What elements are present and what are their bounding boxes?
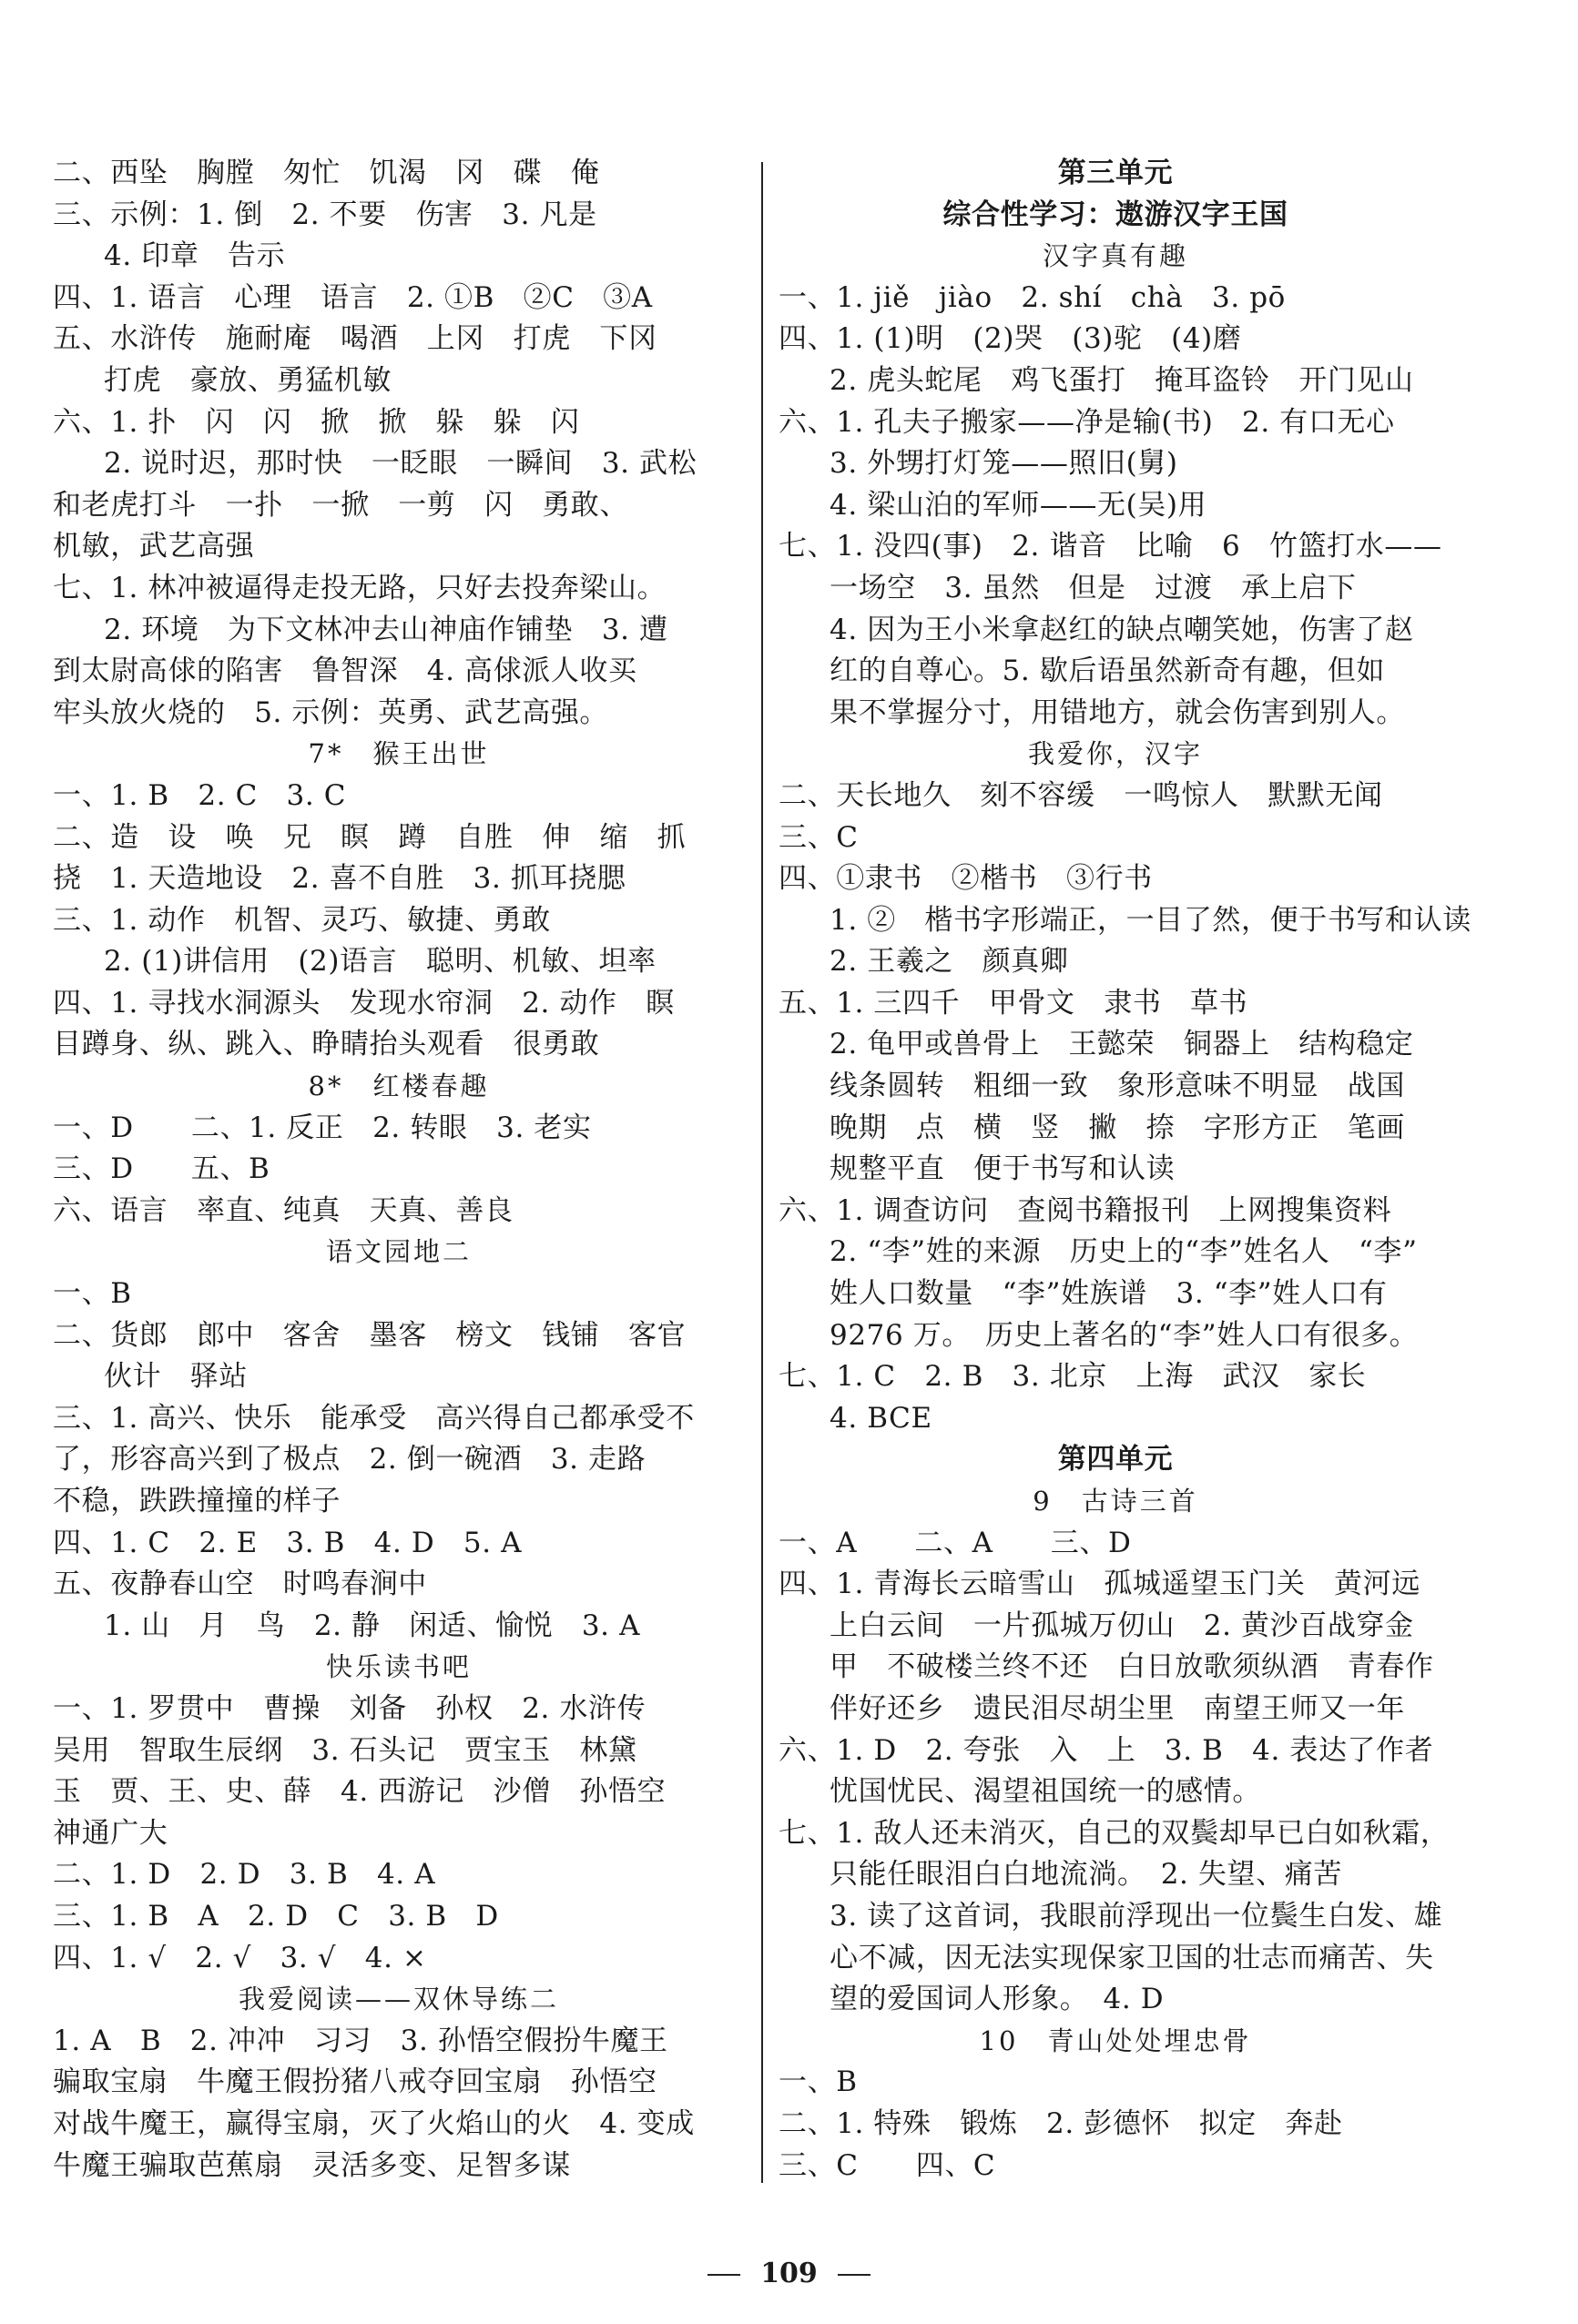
text-line-indented: 望的爱国词人形象。 4. D xyxy=(830,1983,1165,2016)
text-line: 二、1. D 2. D 3. B 4. A xyxy=(53,1858,436,1892)
text-line: 七、1. 林冲被逼得走投无路，只好去投奔梁山。 xyxy=(53,571,667,604)
text-line-indented: 4. BCE xyxy=(830,1401,932,1435)
text-line: 牛魔王骗取芭蕉扇 灵活多变、足智多谋 xyxy=(53,2148,571,2182)
text-line: 四、1. 语言 心理 语言 2. ①B ②C ③A xyxy=(53,280,653,314)
lesson-title: 10 青山处处埋忠骨 xyxy=(979,2025,1252,2056)
text-line-indented: 2. 环境 为下文林冲去山神庙作铺垫 3. 遭 xyxy=(104,613,668,646)
text-line: 骗取宝扇 牛魔王假扮猪八戒夺回宝扇 孙悟空 xyxy=(53,2065,657,2099)
text-line: 和老虎打斗 一扑 一掀 一剪 闪 勇敢、 xyxy=(53,488,628,522)
text-line-indented: 2. “李”姓的来源 历史上的“李”姓名人 “李” xyxy=(830,1235,1418,1269)
text-line: 五、水浒传 施耐庵 喝酒 上冈 打虎 下冈 xyxy=(53,322,657,356)
text-line: 三、C xyxy=(779,820,859,854)
lesson-title: 语文园地二 xyxy=(325,1236,472,1268)
right-column xyxy=(779,153,1471,2187)
text-line: 二、货郎 郎中 客舍 墨客 榜文 钱铺 客官 xyxy=(53,1318,687,1352)
text-line-indented: 伴好还乡 遗民泪尽胡尘里 南望王师又一年 xyxy=(830,1691,1405,1725)
text-line-indented: 一场空 3. 虽然 但是 过渡 承上启下 xyxy=(830,571,1357,604)
text-line: 对战牛魔王，赢得宝扇，灭了火焰山的火 4. 变成 xyxy=(53,2106,695,2140)
text-line: 四、1. 寻找水洞源头 发现水帘洞 2. 动作 瞑 xyxy=(53,986,675,1020)
text-line: 二、天长地久 刻不容缓 一鸣惊人 默默无闻 xyxy=(779,778,1383,812)
text-line: 二、1. 特殊 锻炼 2. 彭德怀 拟定 奔赴 xyxy=(779,2106,1343,2140)
text-line-indented: 2. 龟甲或兽骨上 王懿荣 铜器上 结构稳定 xyxy=(830,1028,1414,1061)
text-line-indented: 甲 不破楼兰终不还 白日放歌须纵酒 青春作 xyxy=(830,1650,1434,1684)
text-line: 六、1. D 2. 夸张 入 上 3. B 4. 表达了作者 xyxy=(779,1733,1434,1767)
text-line-indented: 只能任眼泪白白地流淌。 2. 失望、痛苦 xyxy=(830,1858,1342,1892)
text-line: 了，形容高兴到了极点 2. 倒一碗酒 3. 走路 xyxy=(53,1443,646,1477)
text-line-indented: 红的自尊心。5. 歇后语虽然新奇有趣，但如 xyxy=(830,655,1386,688)
text-line: 二、造 设 唤 兄 瞑 蹲 自胜 伸 缩 抓 xyxy=(53,820,687,854)
text-line: 1. A B 2. 冲冲 习习 3. 孙悟空假扮牛魔王 xyxy=(53,2024,668,2057)
text-line: 三、C 四、C xyxy=(779,2148,996,2182)
text-line: 一、1. jiě jiào 2. shí chà 3. pō xyxy=(779,280,1286,314)
text-line: 六、1. 调查访问 查阅书籍报刊 上网搜集资料 xyxy=(779,1193,1392,1227)
lesson-title: 汉字真有趣 xyxy=(1042,240,1188,272)
text-line: 六、语言 率直、纯真 天真、善良 xyxy=(53,1193,514,1227)
text-line: 三、示例：1. 倒 2. 不要 伤害 3. 凡是 xyxy=(53,198,597,231)
text-line: 挠 1. 天造地设 2. 喜不自胜 3. 抓耳挠腮 xyxy=(53,862,626,896)
footer-dash-left xyxy=(708,2274,740,2276)
text-line-indented: 伙计 驿站 xyxy=(104,1360,248,1394)
text-line: 一、D 二、1. 反正 2. 转眼 3. 老实 xyxy=(53,1111,592,1144)
text-line: 四、1. 青海长云暗雪山 孤城遥望玉门关 黄河远 xyxy=(779,1568,1420,1601)
text-line: 一、B xyxy=(53,1277,132,1311)
column-divider xyxy=(761,162,763,2183)
text-line-indented: 晚期 点 横 竖 撇 捺 字形方正 笔画 xyxy=(830,1111,1405,1144)
text-line-indented: 规整平直 便于书写和认读 xyxy=(830,1152,1176,1186)
text-line: 六、1. 孔夫子搬家——净是输(书) 2. 有口无心 xyxy=(779,405,1395,439)
text-line: 一、1. B 2. C 3. C xyxy=(53,778,347,812)
text-line: 一、A 二、A 三、D xyxy=(779,1526,1132,1559)
text-line: 一、1. 罗贯中 曹操 刘备 孙权 2. 水浒传 xyxy=(53,1691,646,1725)
text-line-indented: 姓人口数量 “李”姓族谱 3. “李”姓人口有 xyxy=(830,1277,1388,1311)
section-heading: 第三单元 xyxy=(1057,157,1174,189)
text-line: 二、西坠 胸膛 匆忙 饥渴 冈 碟 俺 xyxy=(53,157,600,189)
text-line-indented: 线条圆转 粗细一致 象形意味不明显 战国 xyxy=(830,1070,1405,1103)
page-footer xyxy=(0,2258,1578,2289)
text-line: 七、1. C 2. B 3. 北京 上海 武汉 家长 xyxy=(779,1360,1367,1394)
text-line-indented: 4. 印章 告示 xyxy=(104,239,286,273)
text-line: 三、1. B A 2. D C 3. B D xyxy=(53,1899,499,1933)
text-line: 三、1. 高兴、快乐 能承受 高兴得自己都承受不 xyxy=(53,1401,695,1435)
text-line: 四、1. √ 2. √ 3. √ 4. × xyxy=(53,1941,427,1974)
text-line: 五、1. 三四千 甲骨文 隶书 草书 xyxy=(779,986,1248,1020)
text-line-indented: 上白云间 一片孤城万仞山 2. 黄沙百战穿金 xyxy=(830,1609,1414,1642)
text-line-indented: 4. 因为王小米拿赵红的缺点嘲笑她，伤害了赵 xyxy=(830,613,1414,646)
footer-dash-right xyxy=(838,2274,870,2276)
text-line-indented: 3. 读了这首词，我眼前浮现出一位鬓生白发、雄 xyxy=(830,1899,1443,1933)
text-line-indented: 果不掌握分寸，用错地方，就会伤害到别人。 xyxy=(830,695,1405,729)
text-line-indented: 忧国忧民、渴望祖国统一的感情。 xyxy=(830,1775,1261,1809)
left-column xyxy=(53,153,745,2187)
text-line: 六、1. 扑 闪 闪 掀 掀 躲 躲 闪 xyxy=(53,405,580,439)
text-line: 神通广大 xyxy=(53,1816,168,1850)
text-line: 一、B xyxy=(779,2065,858,2099)
text-line-indented: 心不减，因无法实现保家卫国的壮志而痛苦、失 xyxy=(830,1941,1434,1974)
text-line: 五、夜静春山空 时鸣春涧中 xyxy=(53,1568,427,1601)
section-heading: 综合性学习：遨游汉字王国 xyxy=(942,198,1288,231)
lesson-title: 9 古诗三首 xyxy=(1033,1486,1198,1517)
text-line-indented: 4. 梁山泊的军师——无(吴)用 xyxy=(830,488,1207,522)
text-line-indented: 1. 山 月 鸟 2. 静 闲适、愉悦 3. A xyxy=(104,1609,641,1642)
lesson-title: 8* 红楼春趣 xyxy=(308,1071,490,1102)
text-line: 四、1. C 2. E 3. B 4. D 5. A xyxy=(53,1526,523,1559)
text-line: 到太尉高俅的陷害 鲁智深 4. 高俅派人收买 xyxy=(53,655,637,688)
text-line: 三、1. 动作 机智、灵巧、敏捷、勇敢 xyxy=(53,903,551,937)
text-line-indented: 2. 虎头蛇尾 鸡飞蛋打 掩耳盗铃 开门见山 xyxy=(830,363,1414,397)
text-line-indented: 1. ② 楷书字形端正，一目了然，便于书写和认读 xyxy=(830,903,1471,937)
text-line-indented: 2. (1)讲信用 (2)语言 聪明、机敏、坦率 xyxy=(104,945,657,979)
text-line: 目蹲身、纵、跳入、睁睛抬头观看 很勇敢 xyxy=(53,1028,600,1061)
text-line-indented: 2. 王羲之 颜真卿 xyxy=(830,945,1069,979)
section-heading: 第四单元 xyxy=(1057,1443,1174,1477)
text-line-indented: 3. 外甥打灯笼——照旧(舅) xyxy=(830,447,1178,481)
text-line-indented: 打虎 豪放、勇猛机敏 xyxy=(104,363,392,397)
lesson-title: 快乐读书吧 xyxy=(325,1651,472,1683)
text-line: 七、1. 敌人还未消灭，自己的双鬓却早已白如秋霜， xyxy=(779,1816,1450,1850)
text-line: 不稳，跌跌撞撞的样子 xyxy=(53,1485,341,1517)
text-line: 牢头放火烧的 5. 示例：英勇、武艺高强。 xyxy=(53,695,609,729)
text-line: 四、①隶书 ②楷书 ③行书 xyxy=(779,862,1153,896)
text-line: 机敏，武艺高强 xyxy=(53,530,255,563)
page-number: 109 xyxy=(760,2258,818,2289)
text-line: 吴用 智取生辰纲 3. 石头记 贾宝玉 林黛 xyxy=(53,1733,637,1767)
text-line: 七、1. 没四(事) 2. 谐音 比喻 6 竹篮打水—— xyxy=(779,530,1442,563)
text-line: 三、D 五、B xyxy=(53,1152,270,1186)
lesson-title: 我爱阅读——双休导练二 xyxy=(238,1984,559,2015)
text-line: 四、1. (1)明 (2)哭 (3)驼 (4)磨 xyxy=(779,322,1242,356)
text-line-indented: 9276 万。 历史上著名的“李”姓人口有很多。 xyxy=(830,1318,1419,1352)
lesson-title: 我爱你，汉字 xyxy=(1027,738,1203,770)
text-line-indented: 2. 说时迟，那时快 一眨眼 一瞬间 3. 武松 xyxy=(104,447,697,481)
text-line: 玉 贾、王、史、薛 4. 西游记 沙僧 孙悟空 xyxy=(53,1775,667,1809)
lesson-title: 7* 猴王出世 xyxy=(308,738,490,770)
